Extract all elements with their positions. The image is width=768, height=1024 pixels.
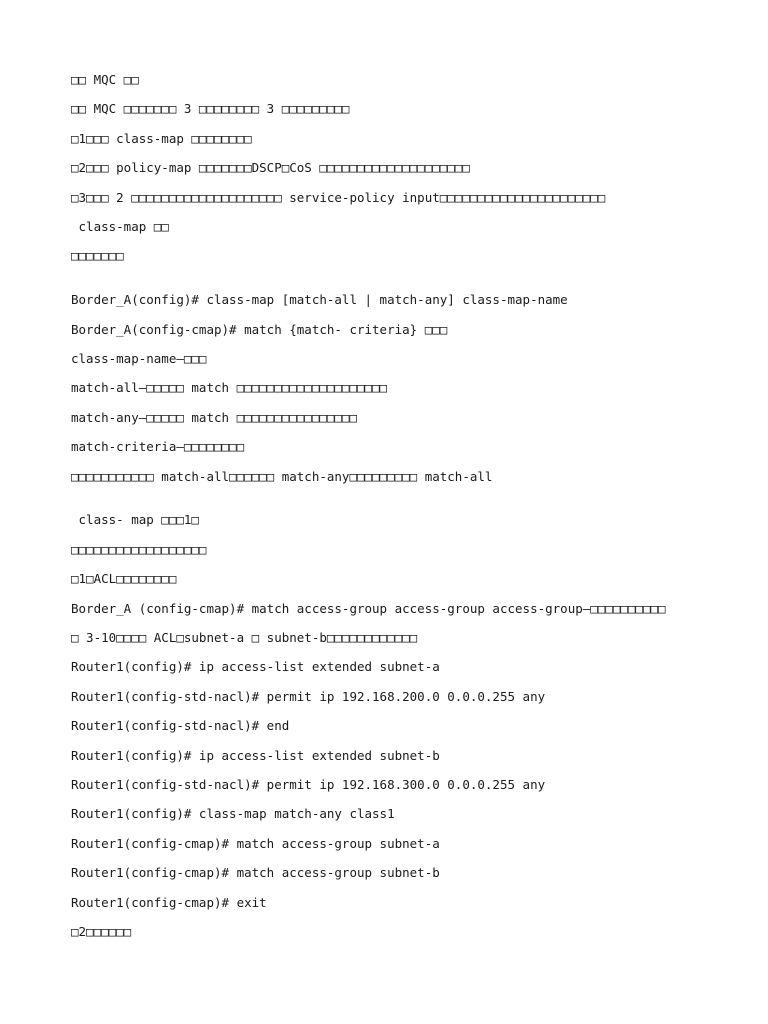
class-map-example-section <box>71 510 731 951</box>
code-line: Router1(config-std-nacl)# permit ip 192.168.200.0 0.0.0.255 any <box>71 688 546 704</box>
code-line: Router1(config)# class-map match-any class1 <box>71 806 395 822</box>
code-line: Border_A(config)# class-map [match-all | match-any] class-map-name <box>71 292 568 308</box>
class-map-syntax-section <box>71 290 731 496</box>
text-line: □□□□□□□□□□□ match-all□□□□□□ match-any□□□□□□□□□ match-all <box>71 468 493 484</box>
subheading-class-map: class-map □□ <box>71 218 169 234</box>
paragraph-gap <box>71 276 731 291</box>
text-line: class-map-name–□□□ <box>71 351 207 367</box>
code-line: Router1(config-std-nacl)# permit ip 192.168.300.0 0.0.0.255 any <box>71 776 546 792</box>
text-line: □□ MQC □□□□□□□ 3 □□□□□□□□ 3 □□□□□□□□□ <box>71 101 350 117</box>
text-line: match-criteria–□□□□□□□□ <box>71 439 245 455</box>
code-line: Border_A(config-cmap)# match {match- criteria} □□□ <box>71 321 448 337</box>
section-heading-mqc: □□ MQC □□ <box>71 72 139 87</box>
paragraph-gap <box>71 496 731 511</box>
text-line: □2□□□ policy-map □□□□□□□DSCP□CoS □□□□□□□□□□□□□□□□□□□□ <box>71 160 470 176</box>
text-line: □□□□□□□□□□□□□□□□□□ <box>71 541 207 557</box>
text-line: □1□ACL□□□□□□□□ <box>71 571 177 587</box>
text-line: match-any–□□□□□ match □□□□□□□□□□□□□□□□ <box>71 409 357 425</box>
code-line: Router1(config)# ip access-list extended subnet-b <box>71 747 440 763</box>
code-line: Router1(config-cmap)# match access-group subnet-b <box>71 865 440 881</box>
text-line: □ 3-10□□□□ ACL□subnet-a □ subnet-b□□□□□□□□□□□□ <box>71 630 418 646</box>
text-line: □□□□□□□ <box>71 248 124 264</box>
code-line: Router1(config-cmap)# exit <box>71 894 267 910</box>
document-page <box>71 70 731 951</box>
code-line: Border_A (config-cmap)# match access-group access-group access-group–□□□□□□□□□□ <box>71 600 666 616</box>
code-line: Router1(config-cmap)# match access-group subnet-a <box>71 835 440 851</box>
text-line: match-all–□□□□□ match □□□□□□□□□□□□□□□□□□□□ <box>71 380 388 396</box>
subheading-class-map-example: class- map □□□1□ <box>71 512 199 528</box>
text-line: □3□□□ 2 □□□□□□□□□□□□□□□□□□□□ service-policy input□□□□□□□□□□□□□□□□□□□□□□ <box>71 189 606 205</box>
code-line: Router1(config)# ip access-list extended subnet-a <box>71 659 440 675</box>
code-line: Router1(config-std-nacl)# end <box>71 718 290 734</box>
text-line: □2□□□□□□ <box>71 923 132 939</box>
mqc-intro-section <box>71 70 731 276</box>
text-line: □1□□□ class-map □□□□□□□□ <box>71 130 252 146</box>
